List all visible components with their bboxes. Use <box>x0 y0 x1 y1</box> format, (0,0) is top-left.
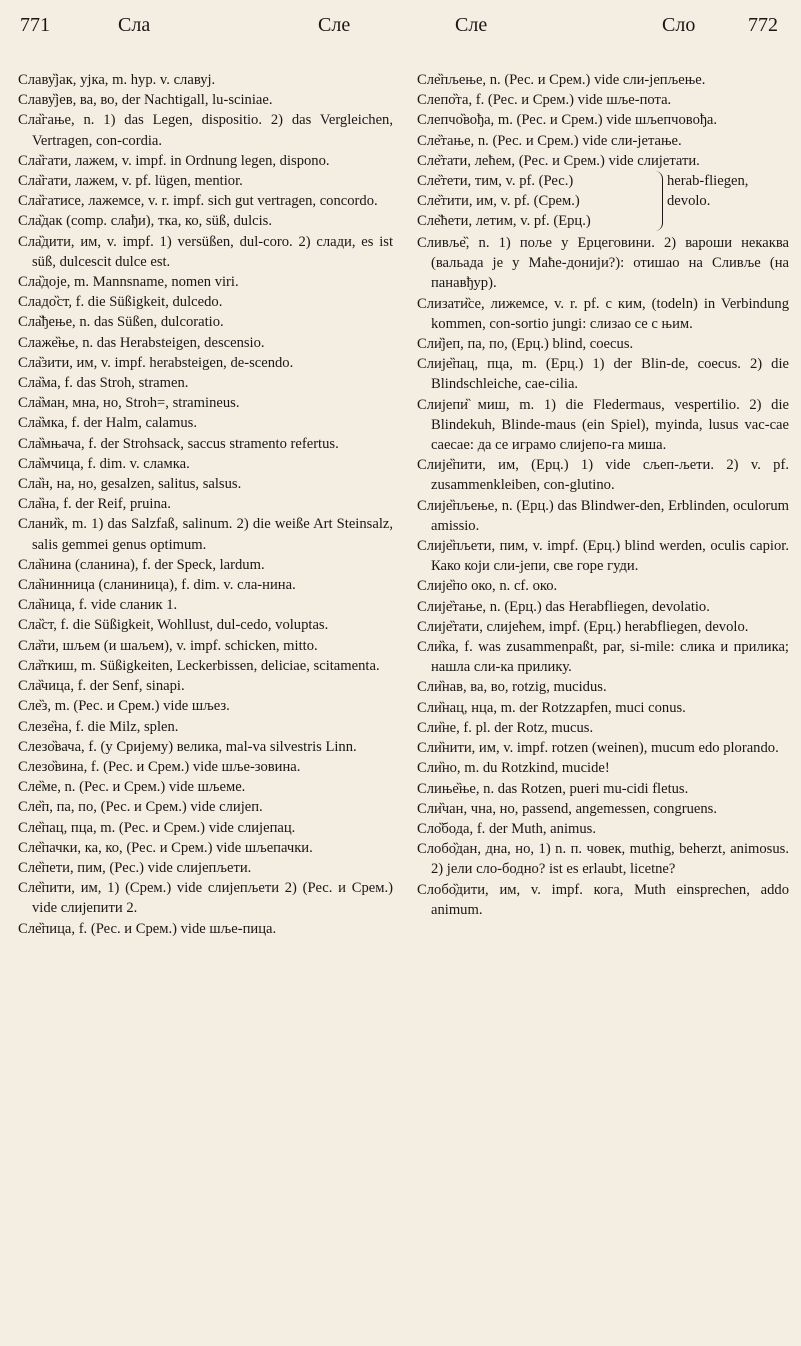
right-column <box>417 70 789 920</box>
dictionary-entry: Сле̏тање, n. (Рес. и Срем.) vide сли-јетање. <box>417 132 682 149</box>
left-page-number: 771 <box>20 14 50 36</box>
dictionary-entry: Слепчо̏вођа, m. (Рес. и Срем.) vide шљепчовођа. <box>417 112 718 129</box>
dictionary-entry: Слије̏пљети, пим, v. impf. (Ерц.) blind werden, oculis capior. Како који сли-јепи, све горе гуди. <box>417 538 789 575</box>
dictionary-entry: Сле̏пачки, ка, ко, (Рес. и Срем.) vide шљепачки. <box>18 839 313 856</box>
dictionary-entry: Сле̏п, па, по, (Рес. и Срем.) vide слијеп. <box>18 799 263 816</box>
curly-brace <box>652 171 663 231</box>
right-page-number: 772 <box>748 14 778 36</box>
dictionary-entry: Сла̏гати, лажем, v. pf. lügen, mentior. <box>18 173 243 190</box>
right-guide-word-first: Сле <box>455 14 488 36</box>
bracketed-headword: Сле̏тити, им, v. pf. (Срем.) <box>417 193 580 210</box>
dictionary-entry: Слије̏пац, пца, m. (Ерц.) 1) der Blin-de, coecus. 2) die Blindschleiche, cae-cilia. <box>417 356 789 393</box>
dictionary-entry: Слобо̏дити, им, v. impf. кога, Muth einsprechen, addo animum. <box>417 881 789 918</box>
dictionary-entry: Сле̏пица, f. (Рес. и Срем.) vide шље-пица. <box>18 920 277 937</box>
dictionary-entry: Сла̏ђење, n. das Süßen, dulcoratio. <box>18 314 224 331</box>
dictionary-entry: Слизати̏се, лижемсе, v. r. pf. с ким, (todeln) in Verbindung kommen, con-sortio jungi: слизао се с њим. <box>417 295 789 332</box>
dictionary-entry: Слије̏по око, n. cf. око. <box>417 578 558 595</box>
dictionary-entry: Сла̏ти, шљем (и шаљем), v. impf. schicken, mitto. <box>18 637 318 654</box>
dictionary-entry: Сла̏мка, f. der Halm, calamus. <box>18 415 197 432</box>
dictionary-entry: Слије̏тати, слијећем, impf. (Ерц.) herabfliegen, devolo. <box>417 618 749 635</box>
dictionary-entry: Слије̏пити, им, (Ерц.) 1) vide сљеп-љети. 2) v. pf. zusammenkleiben, con-glutino. <box>417 457 789 494</box>
dictionary-entry: Сли̏јеп, па, по, (Ерц.) blind, coecus. <box>417 336 634 353</box>
left-guide-word-last: Сле <box>318 14 351 36</box>
dictionary-entry: Сла̏нина (сланина), f. der Speck, lardum. <box>18 556 265 573</box>
dictionary-entry: Сла̏ма, f. das Stroh, stramen. <box>18 375 189 392</box>
dictionary-entry: Сле̏ме, n. (Рес. и Срем.) vide шљеме. <box>18 779 246 796</box>
dictionary-entry: Сли̏ка, f. was zusammenpaßt, par, si-mile: слика и прилика; нашла сли-ка прилику. <box>417 639 789 676</box>
dictionary-entry: Сле̏пети, пим, (Рес.) vide слијепљети. <box>18 859 252 876</box>
dictionary-entry: Слобо̏дан, дна, но, 1) n. п. човек, muthig, beherzt, animosus. 2) јели сло-бодно? ist es erlaubt, licetne? <box>417 841 789 878</box>
dictionary-entry: Сли̏нити, им, v. impf. rotzen (weinen), mucum edo plorando. <box>417 740 779 757</box>
dictionary-entry: Сли̏нав, ва, во, rotzig, mucidus. <box>417 679 607 696</box>
dictionary-entry: Слије̏пљење, n. (Ерц.) das Blindwer-den, Erblinden, oculorum amissio. <box>417 497 789 534</box>
right-entries-top <box>417 70 789 171</box>
dictionary-entry: Сла̏гање, n. 1) das Legen, dispositio. 2) das Vergleichen, Vertragen, con-cordia. <box>18 112 393 149</box>
dictionary-entry: Слани̏к, m. 1) das Salzfaß, salinum. 2) die weiße Art Steinsalz, salis gemmei genus optimum. <box>18 516 393 553</box>
dictionary-entry: Сла̏мњача, f. der Strohsack, saccus stramento refertus. <box>18 435 339 452</box>
dictionary-entry: Сле̏пљење, n. (Рес. и Срем.) vide сли-јепљење. <box>417 72 706 88</box>
dictionary-entry: Слије̏тање, n. (Ерц.) das Herabfliegen, devolatio. <box>417 598 710 615</box>
dictionary-entry: Сла̏зити, им, v. impf. herabsteigen, de-scendo. <box>18 354 294 371</box>
dictionary-entry: Сла̏чица, f. der Senf, sinapi. <box>18 678 185 695</box>
dictionary-entry: Сла̏гати, лажем, v. impf. in Ordnung legen, dispono. <box>18 152 330 169</box>
dictionary-entry: Сло̏бода, f. der Muth, animus. <box>417 820 596 837</box>
dictionary-entry: Слаже̏ње, n. das Herabsteigen, descensio. <box>18 334 265 351</box>
dictionary-entry: Сла̏ман, мна, но, Stroh=, stramineus. <box>18 395 240 412</box>
dictionary-entry: Сли̏не, f. pl. der Rotz, mucus. <box>417 719 594 736</box>
dictionary-entry: Сла̏гатисе, лажемсе, v. r. impf. sich gut vertragen, concordo. <box>18 193 378 210</box>
dictionary-entry: Сла̏дак (comp. слађи), тка, ко, süß, dulcis. <box>18 213 273 230</box>
dictionary-entry: Сла̏нинница (сланиница), f. dim. v. сла-нина. <box>18 577 296 594</box>
bracket-definition: herab-fliegen, devolo. <box>667 173 749 210</box>
left-column <box>18 70 393 939</box>
dictionary-entry: Славу̏јев, ва, во, der Nachtigall, lu-sciniae. <box>18 92 273 109</box>
dictionary-entry: Слиње̏ње, n. das Rotzen, pueri mu-cidi fletus. <box>417 780 689 797</box>
left-guide-word-first: Сла <box>118 14 151 36</box>
dictionary-entry: Сле̏пити, им, 1) (Срем.) vide слијепљети 2) (Рес. и Срем.) vide слијепити 2. <box>18 880 393 917</box>
bracketed-headwords <box>417 171 652 232</box>
dictionary-entry: Сли̏нац, нца, m. der Rotzzapfen, muci conus. <box>417 699 686 716</box>
bracketed-headword: Сле̏тети, тим, v. pf. (Рес.) <box>417 173 574 190</box>
dictionary-entry: Сли̏чан, чна, но, passend, angemessen, congruens. <box>417 800 718 817</box>
dictionary-entry: Сла̏ткиш, m. Süßigkeiten, Leckerbissen, deliciae, scitamenta. <box>18 657 380 674</box>
dictionary-entry: Сла̏ница, f. vide сланик 1. <box>18 597 178 614</box>
dictionary-entry: Сливље̏, n. 1) поље у Ерцеговини. 2) вароши некаква (вальада је у Маће-донији?): отишао на Сливље (на панавђур). <box>417 235 789 292</box>
dictionary-entry: Сла̏н, на, но, gesalzen, salitus, salsus. <box>18 476 242 493</box>
dictionary-entry: Сле̏з, m. (Рес. и Срем.) vide шљез. <box>18 698 230 715</box>
dictionary-entry: Сла̏ст, f. die Süßigkeit, Wohllust, dul-cedo, voluptas. <box>18 617 329 634</box>
right-guide-word-last: Сло <box>662 14 696 36</box>
dictionary-entry: Сладо̏ст, f. die Süßigkeit, dulcedo. <box>18 294 223 311</box>
bracketed-entry-group <box>417 171 789 233</box>
dictionary-entry: Сла̏дити, им, v. impf. 1) versüßen, dul-coro. 2) слади, es ist süß, dulcescit dulce est. <box>18 233 393 270</box>
bracketed-headword: Сле̏ћети, летим, v. pf. (Ерц.) <box>417 213 591 230</box>
dictionary-entry: Сла̏доје, m. Mannsname, nomen viri. <box>18 274 239 291</box>
dictionary-entry: Сле̏пац, пца, m. (Рес. и Срем.) vide слијепац. <box>18 819 296 836</box>
dictionary-entry: Сла̏на, f. der Reif, pruina. <box>18 496 171 513</box>
dictionary-entry: Сле̏тати, лећем, (Рес. и Срем.) vide слијетати. <box>417 152 700 169</box>
dictionary-entry: Славу̏јак, ујка, m. hyp. v. славуј. <box>18 72 216 88</box>
dictionary-entry: Слезе̏на, f. die Milz, splen. <box>18 718 179 735</box>
dictionary-entry: Слијепи̏ миш, m. 1) die Fledermaus, vespertilio. 2) die Blindekuh, Blinde-maus (ein Spiel), myinda, lusus vac-cae caecae: да се играмо слијепо-га миша. <box>417 396 789 454</box>
dictionary-entry: Слезо̏вина, f. (Рес. и Срем.) vide шље-зовина. <box>18 758 301 775</box>
dictionary-entry: Слезо̏вача, f. (у Сријему) велика, mal-va silvestris Linn. <box>18 738 357 755</box>
dictionary-entry: Слепо̏та, f. (Рес. и Срем.) vide шље-пота. <box>417 92 672 109</box>
dictionary-entry: Сла̏мчица, f. dim. v. сламка. <box>18 455 190 472</box>
right-entries-bottom <box>417 233 789 920</box>
page-header <box>0 8 801 52</box>
dictionary-entry: Сли̏но, m. du Rotzkind, mucide! <box>417 760 610 777</box>
